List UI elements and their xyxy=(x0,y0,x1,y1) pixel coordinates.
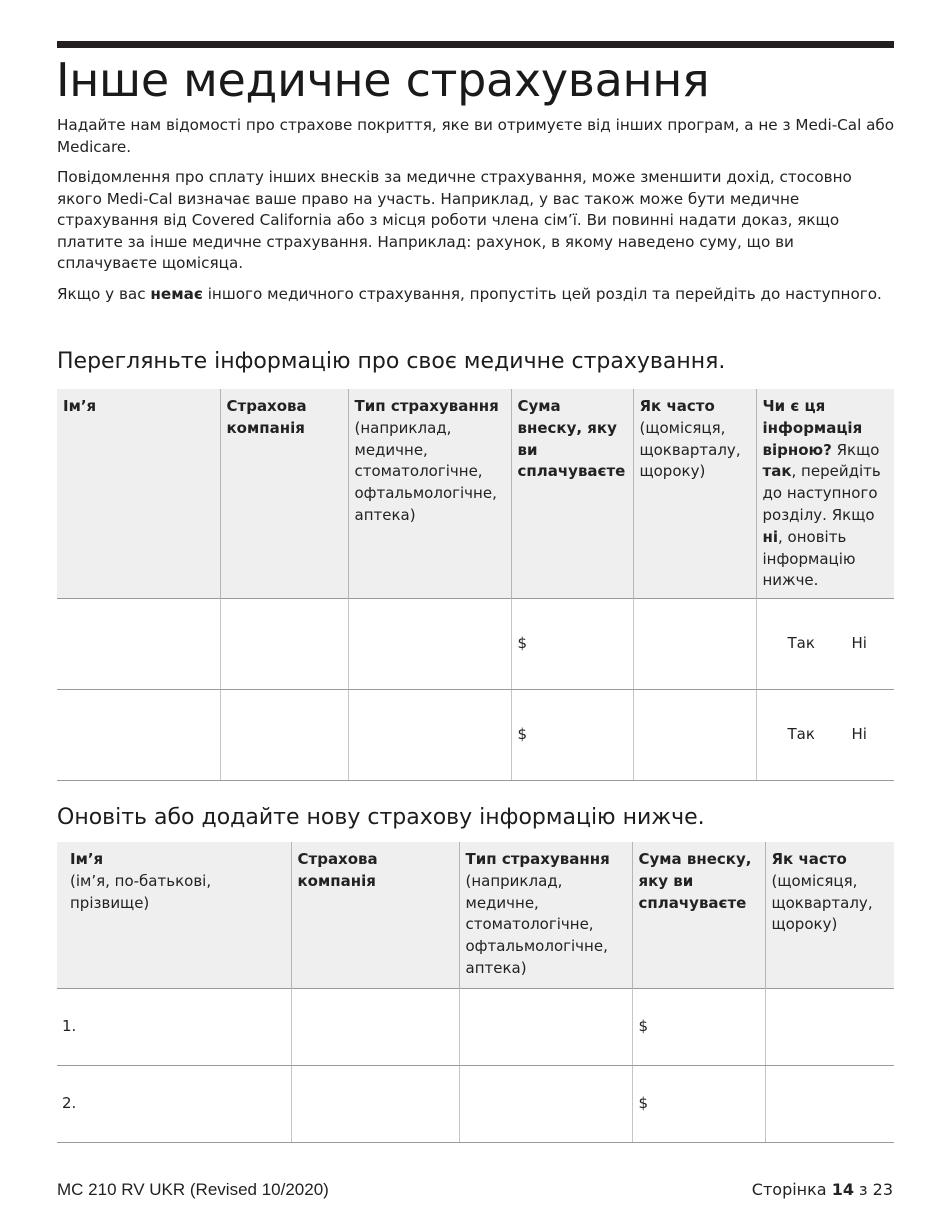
update-insurance-table xyxy=(57,842,894,1143)
col-header-frequency: Як часто (щомісяця, щокварталу, щороку) xyxy=(765,842,894,989)
table-row xyxy=(57,989,894,1066)
form-id: MC 210 RV UKR (Revised 10/2020) xyxy=(57,1180,329,1199)
col-header-amount: Сума внеску, яку ви сплачуваєте xyxy=(511,389,633,599)
table-row xyxy=(57,690,894,781)
type-cell[interactable] xyxy=(348,599,511,690)
col-header-correct: Чи є ця інформація вірною? Якщо так, перейдіть до наступного розділу. Якщо ні, оновіть інформацію нижче. xyxy=(756,389,894,599)
type-cell[interactable] xyxy=(459,989,632,1066)
table-header-row xyxy=(57,389,894,599)
correct-cell xyxy=(756,690,894,781)
col-header-company: Страхова компанія xyxy=(220,389,348,599)
currency-symbol: $ xyxy=(638,1017,649,1036)
top-rule xyxy=(57,41,894,48)
yes-option[interactable]: Так xyxy=(787,725,815,744)
company-cell[interactable] xyxy=(220,599,348,690)
type-cell[interactable] xyxy=(348,690,511,781)
amount-cell[interactable] xyxy=(632,1066,765,1143)
currency-symbol: $ xyxy=(638,1094,649,1113)
col-header-type: Тип страхування (наприклад, медичне, стоматологічне, офтальмологічне, аптека) xyxy=(459,842,632,989)
name-cell[interactable] xyxy=(57,1066,291,1143)
review-section-heading: Перегляньте інформацію про своє медичне страхування. xyxy=(57,349,726,374)
intro-paragraph-3: Якщо у вас немає іншого медичного страхування, пропустіть цей розділ та перейдіть до наступного. xyxy=(57,285,882,303)
table-row xyxy=(57,1066,894,1143)
col-header-name: Ім’я xyxy=(57,389,220,599)
type-cell[interactable] xyxy=(459,1066,632,1143)
intro-paragraph-2: Повідомлення про сплату інших внесків за медичне страхування, може зменшити дохід, стосовно якого Medi-Cal визначає ваше право на участь. Наприклад, у вас також може бути медичне страхування від Covered California або з місця роботи члена сім’ї. Ви повинні надати доказ, якщо платите за інше медичне страхування. Наприклад: рахунок, в якому наведено суму, що ви сплачуваєте щомісяца. xyxy=(57,168,852,272)
amount-cell[interactable] xyxy=(632,989,765,1066)
name-cell[interactable] xyxy=(57,690,220,781)
company-cell[interactable] xyxy=(220,690,348,781)
frequency-cell[interactable] xyxy=(765,989,894,1066)
currency-symbol: $ xyxy=(517,725,528,744)
amount-cell[interactable] xyxy=(511,599,633,690)
table-row xyxy=(57,599,894,690)
row-number: 2. xyxy=(62,1094,77,1113)
col-header-frequency: Як часто (щомісяця, щокварталу, щороку) xyxy=(633,389,756,599)
yes-option[interactable]: Так xyxy=(787,634,815,653)
no-option[interactable]: Ні xyxy=(851,725,867,744)
currency-symbol: $ xyxy=(517,634,528,653)
row-number: 1. xyxy=(62,1017,77,1036)
frequency-cell[interactable] xyxy=(633,599,756,690)
company-cell[interactable] xyxy=(291,1066,459,1143)
intro-paragraph-1: Надайте нам відомості про страхове покриття, яке ви отримуєте від інших програм, а не з Medi-Cal або Medicare. xyxy=(57,116,895,156)
col-header-company: Страхова компанія xyxy=(291,842,459,989)
frequency-cell[interactable] xyxy=(765,1066,894,1143)
review-insurance-table xyxy=(57,389,894,781)
correct-cell xyxy=(756,599,894,690)
table-header-row xyxy=(57,842,894,989)
page-number: Сторінка 14 з 23 xyxy=(751,1180,893,1199)
col-header-type: Тип страхування (наприклад, медичне, стоматологічне, офтальмологічне, аптека) xyxy=(348,389,511,599)
col-header-amount: Сума внеску, яку ви сплачуваєте xyxy=(632,842,765,989)
page-title: Інше медичне страхування xyxy=(56,53,710,107)
company-cell[interactable] xyxy=(291,989,459,1066)
update-section-heading: Оновіть або додайте нову страхову інформацію нижче. xyxy=(57,805,705,830)
frequency-cell[interactable] xyxy=(633,690,756,781)
name-cell[interactable] xyxy=(57,989,291,1066)
name-cell[interactable] xyxy=(57,599,220,690)
col-header-name: Ім’я (ім’я, по-батькові, прізвище) xyxy=(57,842,291,989)
no-option[interactable]: Ні xyxy=(851,634,867,653)
amount-cell[interactable] xyxy=(511,690,633,781)
